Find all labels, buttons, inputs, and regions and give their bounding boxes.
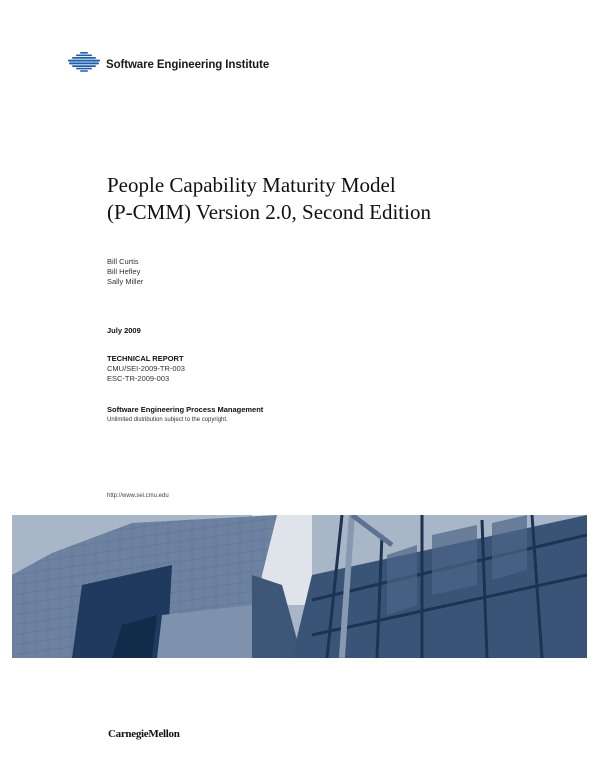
report-info xyxy=(107,354,185,384)
author: Bill Hefley xyxy=(107,267,141,276)
report-type: TECHNICAL REPORT xyxy=(107,354,184,363)
sei-logo-text: Software Engineering Institute xyxy=(106,58,270,71)
carnegie-mellon-logo: CarnegieMellon xyxy=(108,728,180,740)
report-number: CMU/SEI-2009-TR-003 xyxy=(107,364,185,373)
author: Bill Curtis xyxy=(107,257,139,266)
author: Sally Miller xyxy=(107,277,144,286)
program-name: Software Engineering Process Management xyxy=(107,405,264,414)
sei-logo xyxy=(68,52,269,77)
building-facade-photo xyxy=(12,515,587,658)
program-info xyxy=(107,405,263,425)
publication-date: July 2009 xyxy=(107,326,141,335)
title-line-2: (P-CMM) Version 2.0, Second Edition xyxy=(107,200,431,224)
title-line-1: People Capability Maturity Model xyxy=(107,173,396,197)
sei-globe-stripes-icon xyxy=(68,52,100,77)
author-list xyxy=(107,257,143,287)
distribution-notice: Unlimited distribution subject to the copyright. xyxy=(107,417,228,423)
website-link[interactable]: http://www.sei.cmu.edu xyxy=(107,493,169,499)
report-number: ESC-TR-2009-003 xyxy=(107,374,170,383)
document-title xyxy=(107,172,431,226)
